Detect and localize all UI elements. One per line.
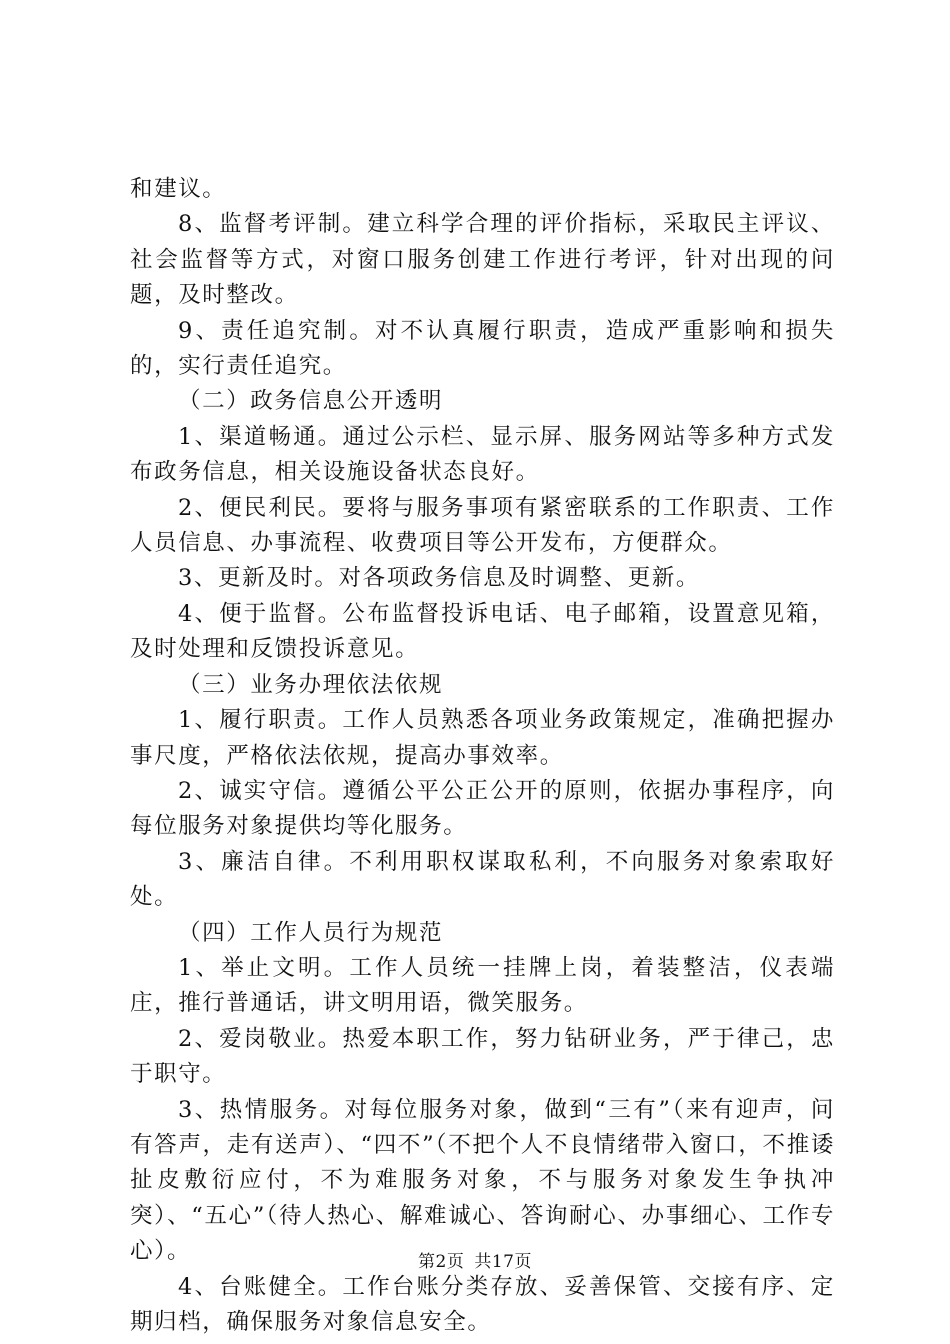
- paragraph-item-8: 8、监督考评制。建立科学合理的评价指标，采取民主评议、社会监督等方式，对窗口服务创建工作进行考评，针对出现的问题，及时整改。: [130, 211, 835, 309]
- document-body: [130, 172, 835, 1340]
- total-pages: 共17页: [474, 1252, 532, 1272]
- paragraph-business-1: 1、履行职责。工作人员熟悉各项业务政策规定，准确把握办事尺度，严格依法依规，提高办事效率。: [130, 707, 835, 769]
- paragraph-info-4: 4、便于监督。公布监督投诉电话、电子邮箱，设置意见箱，及时处理和反馈投诉意见。: [130, 600, 835, 663]
- paragraph-item-9: 9、责任追究制。对不认真履行职责，造成严重影响和损失的，实行责任追究。: [130, 317, 835, 380]
- page-footer: [0, 1247, 950, 1272]
- paragraph-continuation: 和建议。: [130, 176, 227, 202]
- page-number: 第2页: [418, 1252, 465, 1272]
- paragraph-info-3: 3、更新及时。对各项政务信息及时调整、更新。: [178, 565, 701, 592]
- paragraph-conduct-1: 1、举止文明。工作人员统一挂牌上岗，着装整洁，仪表端庄，推行普通话，讲文明用语，微笑服务。: [130, 954, 835, 1017]
- section-heading-2: （二）政务信息公开透明: [178, 388, 444, 415]
- paragraph-business-3: 3、廉洁自律。不利用职权谋取私利，不向服务对象索取好处。: [130, 848, 835, 911]
- paragraph-conduct-4: 4、台账健全。工作台账分类存放、妥善保管、交接有序、定期归档，确保服务对象信息安全。: [130, 1273, 835, 1335]
- paragraph-info-2: 2、便民利民。要将与服务事项有紧密联系的工作职责、工作人员信息、办事流程、收费项目等公开发布，方便群众。: [130, 494, 835, 557]
- section-heading-4: （四）工作人员行为规范: [178, 919, 444, 946]
- section-heading-3: （三）业务办理依法依规: [178, 671, 444, 698]
- paragraph-conduct-2: 2、爱岗敬业。热爱本职工作，努力钻研业务，严于律己，忠于职守。: [130, 1025, 835, 1088]
- paragraph-business-2: 2、诚实守信。遵循公平公正公开的原则，依据办事程序，向每位服务对象提供均等化服务。: [130, 777, 835, 840]
- paragraph-info-1: 1、渠道畅通。通过公示栏、显示屏、服务网站等多种方式发布政务信息，相关设施设备状态良好。: [130, 423, 835, 486]
- paragraph-conduct-3: 3、热情服务。对每位服务对象，做到“三有”（来有迎声，问有答声，走有送声）、“四不”（不把个人不良情绪带入窗口，不推诿扯皮敷衍应付，不为难服务对象，不与服务对象发生争执冲突）、“五心”（待人热心、解难诚心、答询耐心、办事细心、工作专心）。: [130, 1096, 835, 1265]
